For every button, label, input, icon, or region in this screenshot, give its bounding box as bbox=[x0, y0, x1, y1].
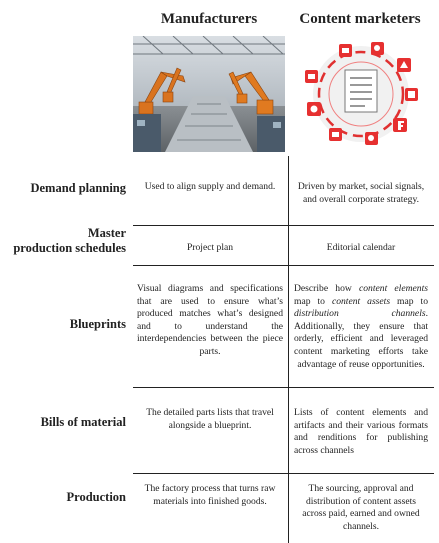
cell-bills-of-material-manufacturers: The detailed parts lists that travel alongside a blueprint. bbox=[146, 407, 274, 431]
emphasis-distribution-channels: distribution channels bbox=[294, 308, 426, 320]
text-run: map to bbox=[294, 295, 332, 307]
row-divider bbox=[133, 387, 434, 388]
content-marketing-image bbox=[289, 36, 434, 152]
column-header-manufacturers: Manufacturers bbox=[160, 11, 258, 27]
row-label-master-production-schedules bbox=[0, 226, 126, 256]
cell-master-schedules-manufacturers: Project plan bbox=[186, 242, 234, 253]
factory-robots-image bbox=[133, 36, 285, 152]
cell-blueprints-content-marketers bbox=[294, 283, 428, 371]
cell-bills-of-material-content-marketers: Lists of content elements and artifacts and their various formats and renditions for publishing across channels bbox=[294, 407, 428, 456]
row-divider bbox=[133, 473, 434, 474]
cell-master-schedules-content-marketers: Editorial calendar bbox=[326, 242, 396, 253]
column-divider bbox=[288, 156, 289, 543]
row-label-demand-planning: Demand planning bbox=[30, 181, 126, 195]
column-header-content-marketers: Content marketers bbox=[299, 11, 421, 27]
text-run: map to bbox=[390, 295, 429, 307]
cell-demand-planning-manufacturers: Used to align supply and demand. bbox=[144, 181, 276, 192]
text-run: Describe how bbox=[294, 283, 359, 294]
text-run: . Additionally, they ensure that orderly, efficient and leveraged content marketing efforts take advantage of reuse opportunities. bbox=[294, 308, 428, 370]
row-divider bbox=[133, 265, 434, 266]
cell-demand-planning-content-marketers: Driven by market, social signals, and overall corporate strategy. bbox=[297, 181, 425, 205]
cell-blueprints-manufacturers: Visual diagrams and specifications that are used to ensure what’s produced matches what’s designed and to understand the interdependencies between the piece parts. bbox=[137, 283, 283, 357]
emphasis-content-assets: content assets bbox=[331, 295, 391, 307]
row-label-line: production schedules bbox=[13, 241, 126, 255]
row-label-bills-of-material: Bills of material bbox=[40, 415, 126, 429]
row-label-production: Production bbox=[66, 490, 126, 504]
row-label-blueprints: Blueprints bbox=[69, 317, 126, 331]
cell-production-content-marketers: The sourcing, approval and distribution of content assets across paid, earned and owned channels. bbox=[302, 483, 420, 532]
emphasis-content-elements: content elements bbox=[359, 283, 428, 294]
cell-production-manufacturers: The factory process that turns raw materials into finished goods. bbox=[144, 483, 276, 507]
row-divider bbox=[133, 225, 434, 226]
row-label-line: Master bbox=[87, 226, 126, 240]
